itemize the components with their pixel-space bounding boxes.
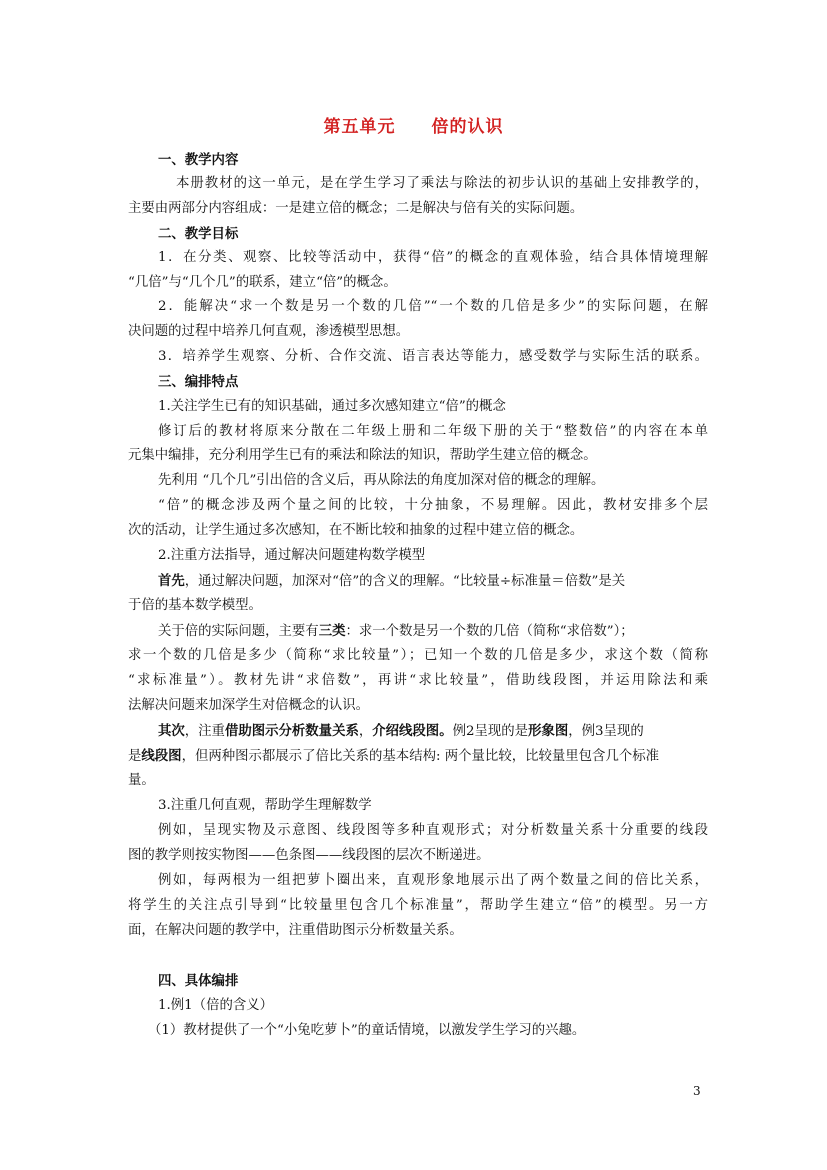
emphasis-text: 借助图示分析数量关系: [224, 723, 359, 739]
paragraph-line: 主要由两部分内容组成：一是建立倍的概念；二是解决与倍有关的实际问题。: [128, 201, 584, 216]
paragraph-line: 本册教材的这一单元，是在学生学习了乘法与除法的初步认识的基础上安排教学的，: [176, 176, 708, 191]
paragraph-line: 量。: [128, 773, 155, 788]
paragraph-line: 关于倍的实际问题，主要有三类：求一个数是另一个数的几倍（简称“求倍数”）；: [158, 623, 634, 639]
paragraph-line: 是线段图，但两种图示都展示了倍比关系的基本结构: 两个量比较，比较量里包含几个标准: [128, 748, 659, 764]
page-title: [0, 112, 827, 137]
paragraph-line: 法解决问题来加深学生对倍概念的认识。: [128, 698, 370, 713]
paragraph-line: 首先，通过解决问题，加深对“倍”的含义的理解。“比较量÷标准量＝倍数”是关: [158, 573, 626, 589]
title-unit: 第五单元: [323, 117, 396, 137]
page-number: 3: [693, 1084, 701, 1098]
paragraph-line: 于倍的基本数学模型。: [128, 598, 262, 613]
paragraph-line: 元集中编排，充分利用学生已有的乘法和除法的知识，帮助学生建立倍的概念。: [128, 448, 597, 463]
section-heading-features: 三、编排特点: [158, 374, 239, 390]
paragraph-line: “几倍”与“几个几”的联系，建立“倍”的概念。: [128, 275, 397, 290]
section-heading-goals: 二、教学目标: [158, 226, 239, 242]
paragraph-line: 先利用 “几个几”引出倍的含义后，再从除法的角度加深对倍的概念的理解。: [158, 473, 605, 488]
subheading: 2.注重方法指导，通过解决问题建构数学模型: [158, 548, 426, 563]
paragraph-line: （1）教材提供了一个“小兔吃萝卜”的童话情境，以激发学生学习的兴趣。: [148, 1023, 586, 1038]
paragraph-line: 2．能解决“求一个数是另一个数的几倍”“一个数的几倍是多少”的实际问题，在解: [158, 299, 708, 314]
paragraph-line: 1．在分类、观察、比较等活动中，获得“倍”的概念的直观体验，结合具体情境理解: [158, 250, 708, 265]
emphasis-text: 介绍线段图。: [372, 723, 453, 739]
paragraph-line: “求标准量”）。教材先讲“求倍数”，再讲“求比较量”，借助线段图，并运用除法和乘: [128, 673, 708, 688]
section-heading-content: 一、教学内容: [158, 152, 239, 168]
emphasis-text: 线段图: [141, 748, 182, 764]
paragraph-line: 次的活动，让学生通过多次感知，在不断比较和抽象的过程中建立倍的概念。: [128, 523, 584, 538]
subheading: 1.例1（倍的含义）: [158, 998, 274, 1013]
subheading: 3.注重几何直观，帮助学生理解数学: [158, 798, 372, 813]
emphasis-text: 其次: [158, 723, 185, 739]
paragraph-line: 决问题的过程中培养几何直观，渗透模型思想。: [128, 324, 410, 339]
emphasis-text: 形象图: [528, 723, 569, 739]
paragraph-line: 面，在解决问题的教学中，注重借助图示分析数量关系。: [128, 923, 463, 938]
title-topic: 倍的认识: [431, 117, 504, 137]
paragraph-line: 其次，注重借助图示分析数量关系，介绍线段图。例2呈现的是形象图，例3呈现的: [158, 723, 644, 739]
paragraph-line: 图的教学则按实物图——色条图——线段图的层次不断递进。: [128, 848, 490, 863]
paragraph-line: 3．培养学生观察、分析、合作交流、语言表达等能力，感受数学与实际生活的联系。: [158, 349, 708, 364]
section-heading-arrangement: 四、具体编排: [158, 973, 239, 989]
paragraph-line: 例如，呈现实物及示意图、线段图等多种直观形式；对分析数量关系十分重要的线段: [158, 823, 708, 838]
emphasis-text: 首先: [158, 573, 185, 589]
emphasis-text: 三类: [318, 623, 346, 639]
paragraph-line: 求一个数的几倍是多少（简称“求比较量”）；已知一个数的几倍是多少，求这个数（简称: [128, 648, 708, 663]
paragraph-line: 例如，每两根为一组把萝卜圈出来，直观形象地展示出了两个数量之间的倍比关系，: [158, 873, 708, 888]
subheading: 1.关注学生已有的知识基础，通过多次感知建立“倍”的概念: [158, 399, 506, 414]
paragraph-line: 修订后的教材将原来分散在二年级上册和二年级下册的关于“整数倍”的内容在本单: [158, 424, 708, 439]
paragraph-line: “倍”的概念涉及两个量之间的比较，十分抽象，不易理解。因此，教材安排多个层: [158, 498, 708, 513]
paragraph-line: 将学生的关注点引导到“比较量里包含几个标准量”，帮助学生建立“倍”的模型。另一方: [128, 898, 708, 913]
